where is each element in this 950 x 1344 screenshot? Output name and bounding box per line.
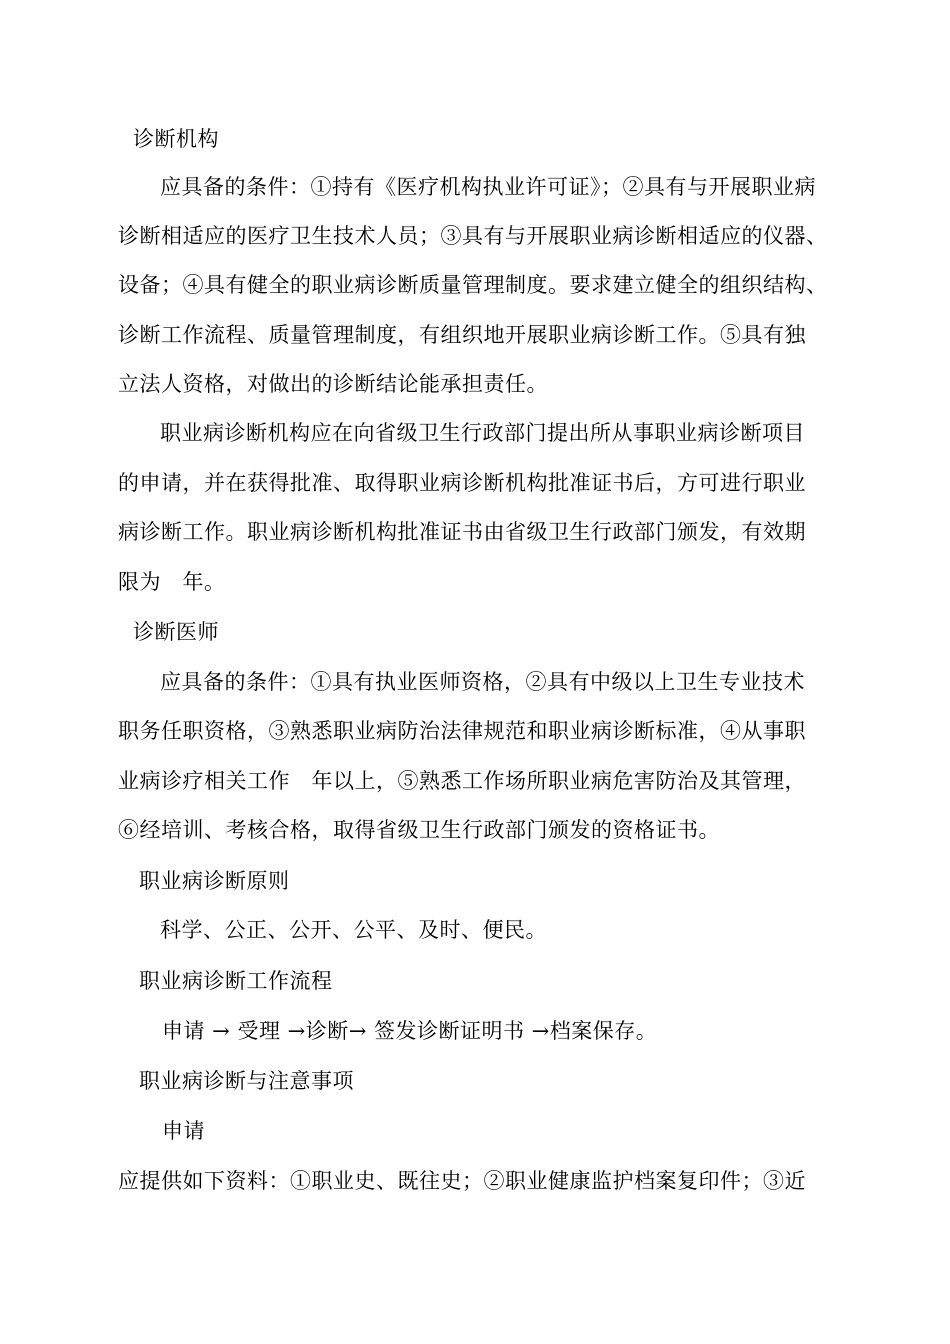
institution-para1-line4: 诊断工作流程、质量管理制度，有组织地开展职业病诊断工作。⑤具有独: [118, 323, 806, 347]
notes-body-line1: 应提供如下资料：①职业史、既往史；②职业健康监护档案复印件；③近: [118, 1169, 806, 1193]
doctor-para1-line4: ⑥经培训、考核合格，取得省级卫生行政部门颁发的资格证书。: [118, 818, 720, 842]
principles-body: 科学、公正、公开、公平、及时、便民。: [160, 918, 547, 942]
institution-para1-line2: 诊断相适应的医疗卫生技术人员；③具有与开展职业病诊断相适应的仪器、: [118, 224, 828, 248]
doctor-para1-line1: 应具备的条件：①具有执业医师资格，②具有中级以上卫生专业技术: [160, 670, 805, 694]
heading-workflow: 职业病诊断工作流程: [139, 969, 333, 993]
doctor-para1-line3: 业病诊疗相关工作 年以上，⑤熟悉工作场所职业病危害防治及其管理，: [118, 769, 806, 793]
heading-diagnosis-institution: 诊断机构: [133, 127, 219, 151]
institution-para1-line5: 立法人资格，对做出的诊断结论能承担责任。: [118, 372, 548, 396]
heading-principles: 职业病诊断原则: [139, 869, 290, 893]
workflow-body: 申请 → 受理 →诊断→ 签发诊断证明书 →档案保存。: [162, 1019, 658, 1043]
institution-para1-line3: 设备；④具有健全的职业病诊断质量管理制度。要求建立健全的组织结构、: [118, 273, 828, 297]
heading-notes: 职业病诊断与注意事项: [139, 1069, 354, 1093]
institution-para2-line4: 限为 年。: [118, 570, 226, 594]
institution-para2-line2: 的申请，并在获得批准、取得职业病诊断机构批准证书后，方可进行职业: [118, 471, 806, 495]
notes-subheading: 申请: [162, 1119, 205, 1143]
institution-para2-line3: 病诊断工作。职业病诊断机构批准证书由省级卫生行政部门颁发，有效期: [118, 520, 806, 544]
institution-para1-line1: 应具备的条件：①持有《医疗机构执业许可证》；②具有与开展职业病: [160, 175, 816, 199]
heading-diagnosis-doctor: 诊断医师: [133, 620, 219, 644]
institution-para2-line1: 职业病诊断机构应在向省级卫生行政部门提出所从事职业病诊断项目: [160, 421, 805, 445]
doctor-para1-line2: 职务任职资格，③熟悉职业病防治法律规范和职业病诊断标准，④从事职: [118, 719, 806, 743]
